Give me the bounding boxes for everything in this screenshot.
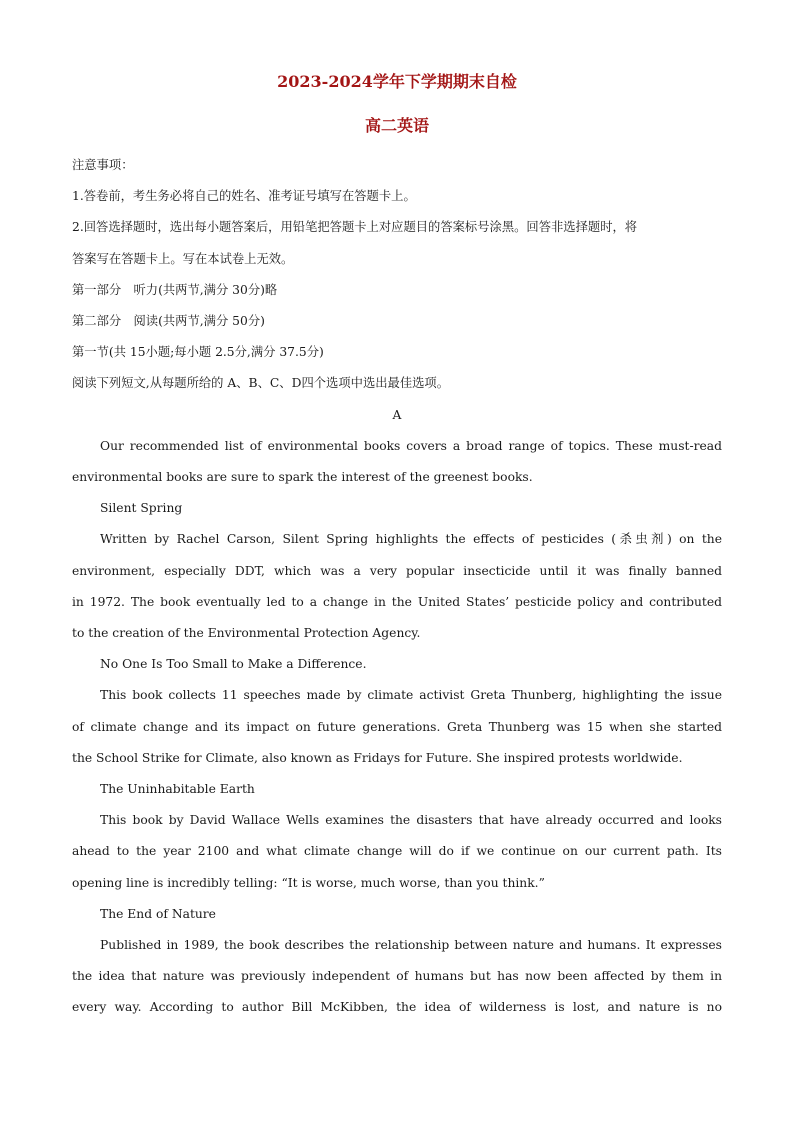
passage-intro [72,431,722,493]
paragraph-line: to the creation of the Environmental Protection Agency. [72,626,421,641]
notes-item-2-line-1: 2.回答选择题时，选出每小题答案后，用铅笔把答题卡上对应题目的答案标号涂黑。回答非选择题时，将 [72,220,638,235]
paragraph-line: Written by Rachel Carson, Silent Spring highlights the effects of pesticides (杀虫剂) on the [100,532,722,547]
section-1-heading: 第一节(共 15小题;每小题 2.5分,满分 37.5分) [72,345,324,360]
paragraph-line: in 1972. The book eventually led to a change in the United States’ pesticide policy and contributed [72,594,722,609]
book-description [72,524,722,649]
paragraph-line: environmental books are sure to spark the interest of the greenest books. [72,470,533,485]
book-title: No One Is Too Small to Make a Difference. [100,657,367,672]
paragraph-line: ahead to the year 2100 and what climate change will do if we continue on our current path. Its [72,844,722,859]
book-description [72,805,722,899]
paragraph-line: of climate change and its impact on future generations. Greta Thunberg was 15 when she started [72,719,722,734]
paragraph-line: Our recommended list of environmental books covers a broad range of topics. These must-read [100,438,722,453]
part-1-heading: 第一部分 听力(共两节,满分 30分)略 [72,282,278,297]
reading-instruction: 阅读下列短文,从每题所给的 A、B、C、D四个选项中选出最佳选项。 [72,376,450,391]
paragraph-line: environment, especially DDT, which was a very popular insecticide until it was finally banned [72,563,722,578]
paragraph-line: the School Strike for Climate, also known as Fridays for Future. She inspired protests worldwide. [72,750,683,765]
paragraph-line: This book collects 11 speeches made by climate activist Greta Thunberg, highlighting the issue [100,688,722,703]
book-title: The Uninhabitable Earth [100,782,255,797]
paragraph-line: opening line is incredibly telling: “It is worse, much worse, than you think.” [72,875,545,890]
book-title: The End of Nature [100,906,216,921]
passage-label: A [392,407,402,422]
exam-subject: 高二英语 [364,116,429,135]
part-2-heading: 第二部分 阅读(共两节,满分 50分) [72,314,265,329]
exam-body [72,150,722,1024]
paragraph-line: every way. According to author Bill McKibben, the idea of wilderness is lost, and nature is no [72,1000,722,1015]
exam-title: 2023-2024学年下学期期末自检 [277,72,517,91]
book-description [72,930,722,1024]
paragraph-line: Published in 1989, the book describes the relationship between nature and humans. It expresses [100,938,722,953]
paragraph-line: This book by David Wallace Wells examines the disasters that have already occurred and looks [100,813,722,828]
book-description [72,680,722,774]
notes-item-2-line-2: 答案写在答题卡上。写在本试卷上无效。 [72,251,294,266]
notes-heading: 注意事项： [72,158,134,172]
book-title: Silent Spring [100,501,183,516]
notes-item-1: 1.答卷前，考生务必将自己的姓名、准考证号填写在答题卡上。 [72,189,416,204]
paragraph-line: the idea that nature was previously independent of humans but has now been affected by them in [72,969,722,984]
